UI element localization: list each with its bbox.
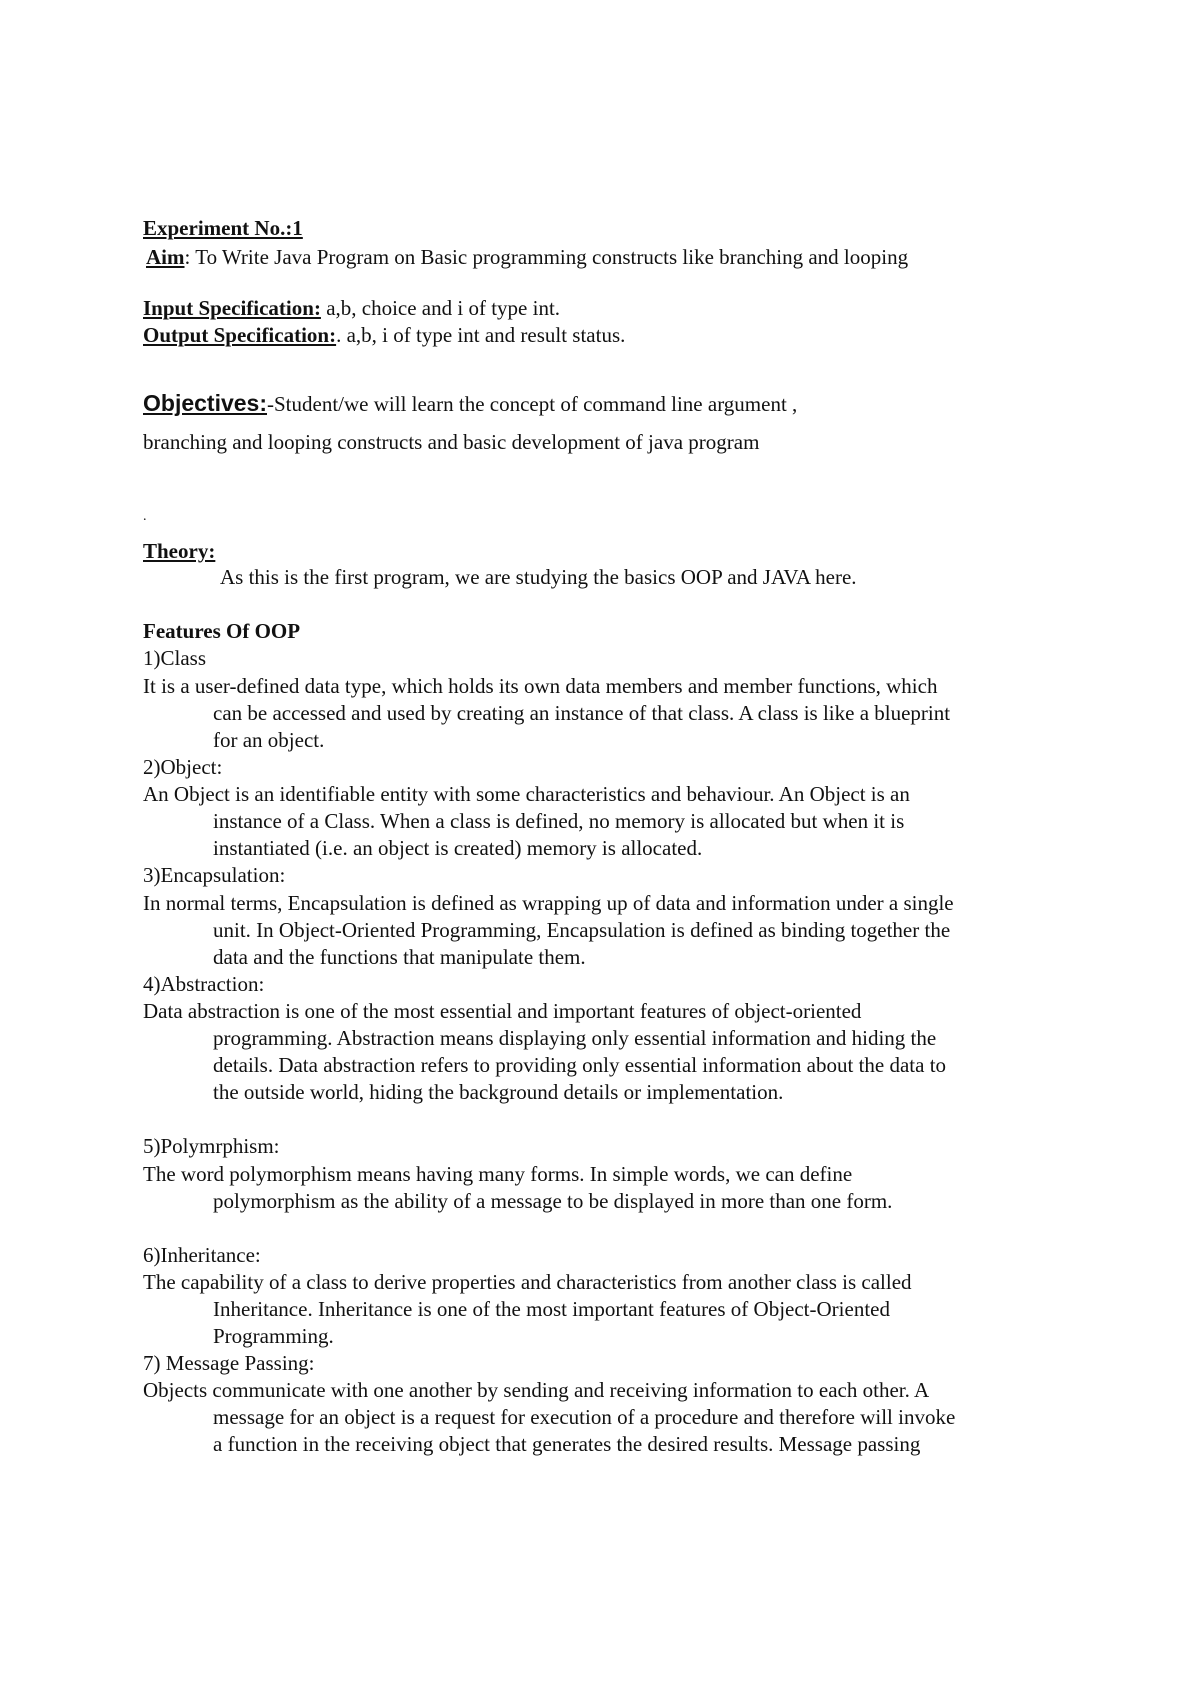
class-text-line-3: for an object. bbox=[213, 728, 325, 752]
encapsulation-title: 3)Encapsulation: bbox=[143, 863, 286, 887]
theory-intro: As this is the first program, we are studying the basics OOP and JAVA here. bbox=[220, 565, 857, 589]
input-spec-text: a,b, choice and i of type int. bbox=[320, 296, 561, 320]
abstraction-text-line-2: programming. Abstraction means displaying only essential information and hiding the bbox=[213, 1026, 937, 1050]
theory-heading: Theory: bbox=[143, 539, 216, 563]
abstraction-text-line-1: Data abstraction is one of the most essential and important features of object-oriented bbox=[143, 999, 862, 1023]
aim-label: Aim bbox=[146, 245, 185, 269]
theory-dot: . bbox=[143, 509, 147, 524]
inheritance-title: 6)Inheritance: bbox=[143, 1243, 261, 1267]
inheritance-text-line-2: Inheritance. Inheritance is one of the most important features of Object-Oriented bbox=[213, 1297, 890, 1321]
class-text-line-2: can be accessed and used by creating an instance of that class. A class is like a blueprint bbox=[213, 701, 951, 725]
output-spec-line bbox=[143, 322, 625, 348]
inheritance-text-line-3: Programming. bbox=[213, 1324, 334, 1348]
object-title: 2)Object: bbox=[143, 755, 223, 779]
objectives-label: Objectives: bbox=[143, 390, 267, 416]
aim-line bbox=[146, 244, 908, 270]
output-spec-label: Output Specification: bbox=[143, 323, 337, 347]
encapsulation-text-line-2: unit. In Object-Oriented Programming, Encapsulation is defined as binding together the bbox=[213, 918, 951, 942]
inheritance-text-line-1: The capability of a class to derive properties and characteristics from another class is called bbox=[143, 1270, 912, 1294]
polymorphism-text-line-2: polymorphism as the ability of a message to be displayed in more than one form. bbox=[213, 1189, 893, 1213]
objectives-line-2: branching and looping constructs and basic development of java program bbox=[143, 430, 760, 454]
abstraction-text-line-4: the outside world, hiding the background details or implementation. bbox=[213, 1080, 784, 1104]
object-text-line-2: instance of a Class. When a class is defined, no memory is allocated but when it is bbox=[213, 809, 905, 833]
message-passing-text-line-1: Objects communicate with one another by sending and receiving information to each other. A bbox=[143, 1378, 930, 1402]
aim-text: : To Write Java Program on Basic programming constructs like branching and looping bbox=[184, 245, 909, 269]
class-title: 1)Class bbox=[143, 646, 206, 670]
message-passing-text-line-3: a function in the receiving object that generates the desired results. Message passing bbox=[213, 1432, 921, 1456]
encapsulation-text-line-1: In normal terms, Encapsulation is defined as wrapping up of data and information under a single bbox=[143, 891, 954, 915]
abstraction-text-line-3: details. Data abstraction refers to providing only essential information about the data to bbox=[213, 1053, 947, 1077]
experiment-title: Experiment No.:1 bbox=[143, 216, 303, 240]
message-passing-text-line-2: message for an object is a request for execution of a procedure and therefore will invoke bbox=[213, 1405, 956, 1429]
encapsulation-text-line-3: data and the functions that manipulate them. bbox=[213, 945, 586, 969]
input-spec-line bbox=[143, 295, 560, 321]
polymorphism-text-line-1: The word polymorphism means having many forms. In simple words, we can define bbox=[143, 1162, 853, 1186]
output-spec-text: . a,b, i of type int and result status. bbox=[336, 323, 626, 347]
object-text-line-3: instantiated (i.e. an object is created) memory is allocated. bbox=[213, 836, 703, 860]
input-spec-label: Input Specification: bbox=[143, 296, 321, 320]
objectives-text-1: -Student/we will learn the concept of command line argument , bbox=[267, 392, 798, 416]
class-text-line-1: It is a user-defined data type, which holds its own data members and member functions, which bbox=[143, 674, 938, 698]
abstraction-title: 4)Abstraction: bbox=[143, 972, 265, 996]
object-text-line-1: An Object is an identifiable entity with some characteristics and behaviour. An Object is an bbox=[143, 782, 910, 806]
objectives-line-1 bbox=[143, 390, 797, 417]
polymorphism-title: 5)Polymrphism: bbox=[143, 1134, 280, 1158]
message-passing-title: 7) Message Passing: bbox=[143, 1351, 315, 1375]
features-heading: Features Of OOP bbox=[143, 619, 301, 643]
